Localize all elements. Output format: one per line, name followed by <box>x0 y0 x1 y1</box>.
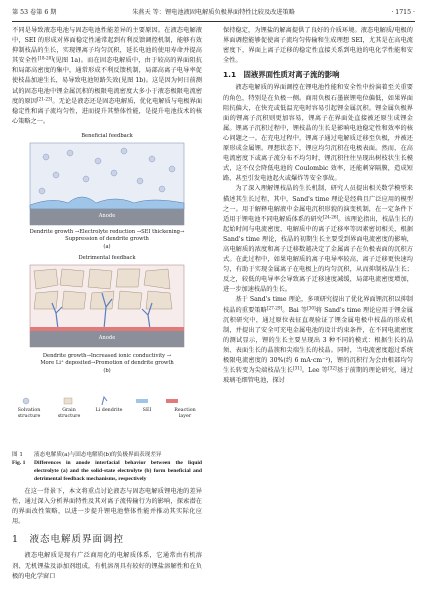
panel-a-mechanism-line1: Dendrite growth →Electrolyte reduction →SEI thickening→ <box>29 228 185 235</box>
figure-caption <box>12 451 202 483</box>
legend-sei: SEI <box>142 407 152 413</box>
paragraph: 基于 Sand's time 理论，多项研究提出了优化界面锂沉积以抑制枝晶的重要策略[27-29]。Bai 等[30]将 Sand's time 理论应用于锂金属沉积研究中，通过原位表征直观验证了锂金属电极中枝晶的形成机制，并提出了安全可充电金属电池的设计约束条件，在不同电流密度的测试显示，锂的生长主要呈现出 3 种不同的模式：根据生长的晶须、表面生长的晶簇和尖端生长的枝晶。同时，当电流密度超过系统极限电流密度的 30%(约 6 mA·cm⁻²)，锂的沉积行为会由根部均匀生长转变为尖端枝晶生长[31]。Lee 等[32]基于前期的理论研究，通过玻璃毛细管电池，探讨 <box>223 296 414 385</box>
legend-reaction-layer: Reaction layer <box>174 407 196 419</box>
panel-a-mechanism-line2: Suppression of dendrite growth <box>65 235 149 242</box>
panel-b-mechanism-line1: Dendrite growth→Increased ionic conductivity → <box>42 352 172 359</box>
caption-cn-number: 图 1 <box>12 451 23 458</box>
paragraph: 不同是导致液态电池与固态电池性能差异的主要原因。在液态电解液中，SEI 的形成对界面稳定性通常起到有利反馈调控机制，能够有效抑制枝晶的生长，实现锂离子均匀沉积，延长电池的使用寿命并提高其安全性[18-20](见图 1a)。而在固态电解质中，由于较高的界面阻抗和局部高密度的集中，通常形成不利反馈机制，局部高离子电导率促使枝晶加速生长，易导致电池短路失效(见图 1b)。这是因为何日前测试的固态电池中锂金属沉积的极限电流密度大多小于液态极限电流密度的原因[21-23]。无论是液态还是固态电解质，优化电解质与电极界面稳定性和离子流均匀性，进而提升其整体性能，是提升电池技术的核心策略之一。 <box>12 27 203 125</box>
legend-dendrite: Li dendrite <box>95 407 123 413</box>
caption-en-text: Differences in anode interfacial behavior between the liquid electrolyte (a) and the solid-state electrolyte (b) form beneficial and detrimental feedback mechanisms, respectively <box>34 459 202 482</box>
section-heading-1-1: 1.1 固液界面性质对离子流的影响 <box>223 70 340 80</box>
caption-cn-text: 液态电解质(a)与固态电解质(b)的负极界面表现差异 <box>34 451 162 458</box>
caption-en-number: Fig. 1 <box>12 459 26 466</box>
figure-legend <box>12 408 202 420</box>
legend-solvation: Solvation structure <box>17 407 41 419</box>
figure-illustration <box>12 131 202 449</box>
right-column <box>223 26 413 386</box>
panel-a-anode-label: Anode <box>98 212 116 219</box>
paragraph: 液态电解质的界面调控在锂电池性能和安全性中扮演着至关重要的角色，特别是在负极一侧。商用负极石墨嵌锂电位偏低，如果界面阻抗偏大，在快充或低温充电时容易引起锂金属沉积。锂金属负极界面的锂离子沉积则更加容易，锂离子在界面处直接被还原生成锂金属。锂离子沉积过程中，锂枝晶的生长是影响电池稳定性和效率的核心问题之一。在充电过程中，锂离子通过电解质迁移至负极，并被还原形成金属锂。理想状态下，锂应均匀沉积在电极表面。然而，在高电流密度下或离子流分布不均匀时，锂沉积往往呈现出树枝状生长模式，这不仅会降低电池的 Coulombic 效率，还能刺穿隔膜，造成短路，甚至引发电池起火或爆炸等安全事故。 <box>223 84 413 183</box>
paragraph: 为了深入理解锂枝晶的生长机制，研究人员提出相关数学模型来描述其生长过程，其中，Sand's time 理论是经典且广泛应用的模型之一。用于解释电解液中金属电沉积形貌的演变机制，在一定条件下适用于锂电池不同电解质体系的研究[24-26]。该理论指出，枝晶生长的起始时间与电流密度、电解质中的离子迁移率等因素密切相关，根据 Sand's time 理论，枝晶的初期生长主要受到界面电流密度的影响，高电解质的浓度和离子迁移数越决定了金属离子在负极表面的沉积方式。在此过程中，如果电解质的离子电导率较高，离子迁移更快速均匀，有助于实现金属离子在电极上的均匀沉积，从而抑制枝晶生长；反之，较低的电导率会导致离子迁移速度减缓，局部电流密度增加，进一步加速枝晶的生长。 <box>223 185 414 294</box>
panel-a-title: Beneficial feedback <box>81 132 133 139</box>
figure-1 <box>12 131 202 449</box>
paragraph: 保持稳定，为锂盐的解离提供了良好的介质环境。液态电解质/电极的界面调控能够促使离子流均匀传输和生成理想 SEI，尤其是在高电流密度下，界面上离子迁移的稳定性直接关系到电池的电化学性能和安全性。 <box>223 27 413 65</box>
panel-b-mechanism-line2: More Li⁺ deposited→Promotion of dendrite growth <box>40 359 174 366</box>
header-title: 朱燕天 等：锂电池液固电解质负极界面特性比较及改进策略 <box>132 9 295 16</box>
left-column <box>12 26 202 582</box>
header-rule <box>12 21 415 22</box>
panel-b-title: Detrimental feedback <box>78 254 136 261</box>
legend-grain: Grain structure <box>57 407 81 419</box>
paragraph: 液态电解质是现有广泛商用化的电解质体系，它通常由有机溶剂、无机锂盐及添加剂组成，有机溶剂具有较好的锂盐溶解性和在负极的电化学窗口 <box>12 552 202 580</box>
panel-b-anode-label: Anode <box>98 334 116 341</box>
header-volume: 第 53 卷第 6 期 <box>12 9 57 16</box>
paragraph: 在这一背景下，本文将重点讨论液态与固态电解质锂电池的差异性，通过深入分析界面特性及其对离子流传输行为的影响，探索潜在的界面改性策略，以进一步提升锂电池整体性能并推动其实际化应用。 <box>12 487 202 526</box>
panel-b-tag: (b) <box>103 367 111 374</box>
running-header <box>12 6 415 20</box>
header-page-number: · 1715 · <box>391 9 415 16</box>
section-heading-1: 1 液态电解质界面调控 <box>12 534 125 546</box>
panel-a-tag: (a) <box>103 243 111 250</box>
